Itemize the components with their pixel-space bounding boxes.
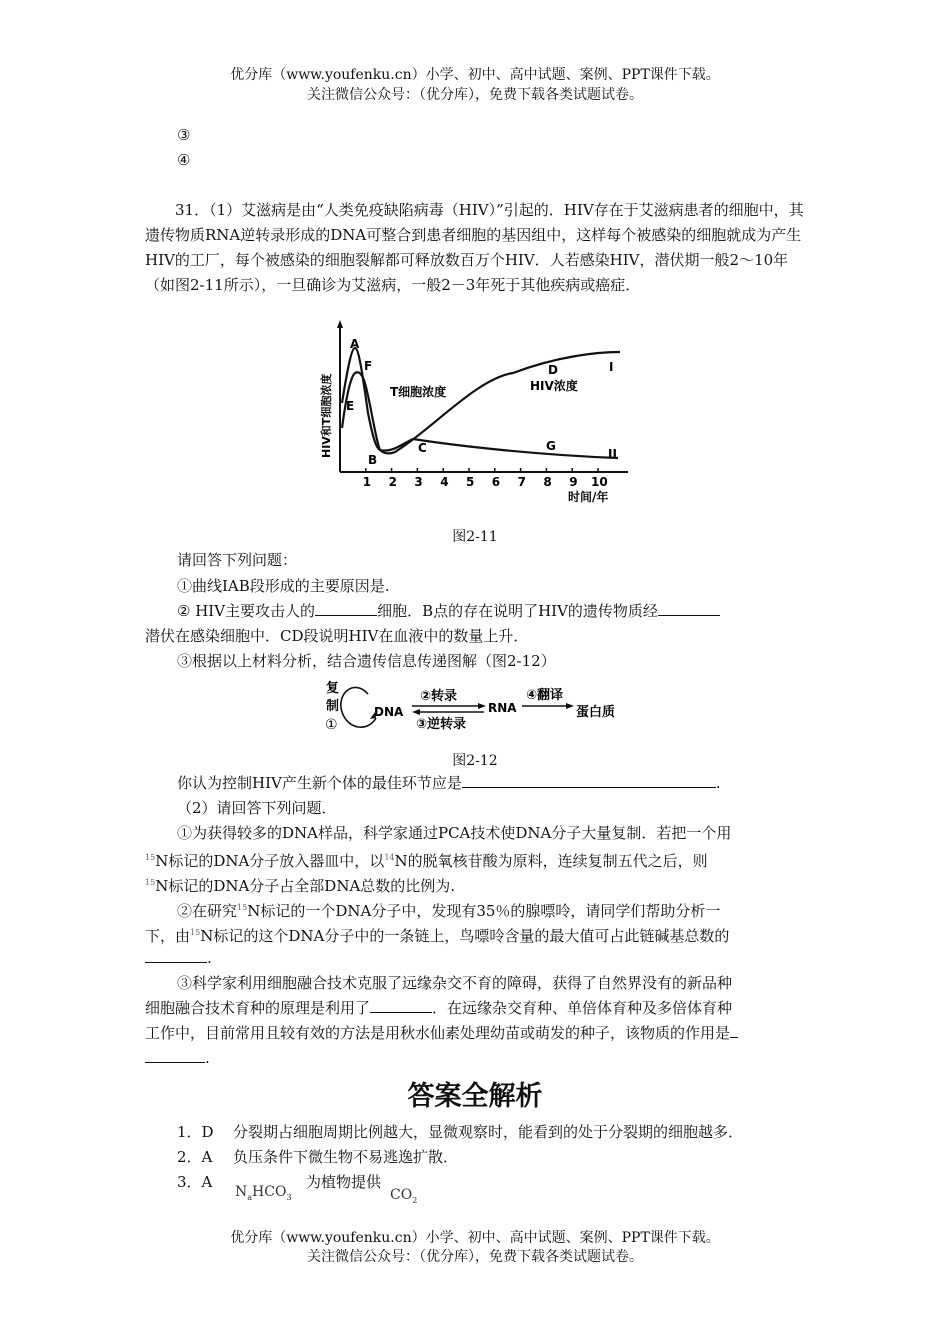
hiv-curve xyxy=(342,352,620,453)
replication-arrow xyxy=(341,687,376,727)
arrowhead-reverse-transcription xyxy=(412,709,420,715)
p2q1-line3: $^{15}$N标记的DNA分子占全部DNA总数的比例为. xyxy=(145,877,456,895)
x-axis-label: 时间/年 xyxy=(568,490,609,504)
answer-1-text: 分裂期占细胞周期比例越大，显微观察时，能看到的处于分裂期的细胞越多． xyxy=(233,1123,744,1141)
label-fuzhi-2: 制 xyxy=(326,699,340,714)
point-label-d: D xyxy=(548,363,558,377)
x-tick-label: 9 xyxy=(569,475,578,489)
page-header-line1: 优分库（www.youfenku.cn）小学、初中、高中试题、案例、PPT课件下载。 xyxy=(230,67,720,83)
q31-intro: 31．（1）艾滋病是由“人类免疫缺陷病毒（HIV）”引起的．HIV存在于艾滋病患者的细胞中，其遗传物质RNA逆转录形成的DNA可整合到患者细胞的基因组中，这样每个被感染的细胞就成为产生HIV的工厂，每个被感染的细胞裂解都可释放数百万个HIV．人若感染HIV，潜伏期一般2～10年（如图2-11所示），一旦确诊为艾滋病，一般2－3年死于其他疾病或癌症． xyxy=(145,201,804,294)
label-reverse-transcription: ③逆转录 xyxy=(416,717,467,732)
p2q1-line2: $^{15}$N标记的DNA分子放入器皿中，以$^{14}$N的脱氧核苷酸为原料，连续复制五代之后，则 xyxy=(145,852,708,870)
answer-blank xyxy=(730,1022,738,1038)
series-label-t-cell: T细胞浓度 xyxy=(390,385,447,399)
label-translation: ④翻译 xyxy=(526,688,564,703)
p2q3-line3: 工作中，目前常用且较有效的方法是用秋水仙素处理幼苗或萌发的种子，该物质的作用是 xyxy=(145,1022,738,1044)
page-footer-line1: 优分库（www.youfenku.cn）小学、初中、高中试题、案例、PPT课件下载。 xyxy=(230,1230,720,1246)
x-tick-label: 8 xyxy=(543,475,552,489)
series-label-hiv: HIV浓度 xyxy=(530,379,578,393)
arrowhead-transcription xyxy=(478,703,486,709)
answer-blank xyxy=(145,1047,205,1063)
point-label-i: I xyxy=(609,360,614,374)
x-tick-label: 6 xyxy=(491,475,501,489)
p2q2-line1: ②在研究$^{15}$N标记的一个DNA分子中，发现有35％的腺嘌呤，请同学们帮助分析一 xyxy=(177,902,721,920)
answer-2-number: 2．A xyxy=(177,1148,213,1166)
q31-part2: （2）请回答下列问题． xyxy=(177,799,337,817)
x-tick-label: 4 xyxy=(440,475,449,489)
answer-blank xyxy=(658,600,720,616)
point-label-f: F xyxy=(364,359,373,373)
answer-1-number: 1．D xyxy=(177,1123,214,1141)
page-footer-line2: 关注微信公众号：（优分库），免费下载各类试题试卷。 xyxy=(307,1249,643,1265)
x-tick-label: 10 xyxy=(591,475,608,489)
answer-3-number: 3．A xyxy=(177,1173,213,1191)
p2q2-line3: . xyxy=(145,947,212,969)
y-axis-label: HIV和T细胞浓度 xyxy=(320,373,333,458)
q31-q3: ③根据以上材料分析，结合遗传信息传递图解（图2-12） xyxy=(177,652,556,670)
arrowhead-translation xyxy=(566,703,574,709)
answer-blank xyxy=(370,997,432,1013)
label-dna: DNA xyxy=(374,705,404,719)
label-rna: RNA xyxy=(488,701,517,715)
point-label-g: G xyxy=(546,439,556,453)
x-tick-label: 2 xyxy=(388,475,397,489)
p2q3-line1: ③科学家利用细胞融合技术克服了远缘杂交不育的障碍，获得了自然界没有的新品种 xyxy=(177,974,733,992)
answers-title: 答案全解析 xyxy=(407,1081,543,1112)
point-label-a: A xyxy=(350,337,360,351)
answer-2-text: 负压条件下微生物不易逃逸扩散． xyxy=(233,1148,459,1166)
answer-blank xyxy=(315,600,377,616)
q31-q3b: 你认为控制HIV产生新个体的最佳环节应是 . xyxy=(177,774,721,792)
figure-2-11-chart xyxy=(318,318,638,508)
list-item: ③ xyxy=(177,126,191,144)
label-fuzhi-1: 复 xyxy=(326,681,340,696)
point-label-b: B xyxy=(368,453,378,467)
x-tick-label: 7 xyxy=(517,475,526,489)
answer-3-text: 为植物提供 xyxy=(306,1173,382,1191)
x-tick-label: 1 xyxy=(362,475,372,489)
t-cell-curve xyxy=(342,348,618,458)
label-protein: 蛋白质 xyxy=(576,705,616,720)
list-item: ④ xyxy=(177,151,191,169)
label-transcription: ②转录 xyxy=(420,689,458,704)
q31-q1: ①曲线IAB段形成的主要原因是. xyxy=(177,577,390,595)
answer-3-formula-nahco3: $N_aHCO_3$ xyxy=(235,1184,292,1202)
p2q3-line2: 细胞融合技术育种的原理是利用了 ．在远缘杂交育种、单倍体育种及多倍体育种 xyxy=(145,999,733,1017)
point-label-c: C xyxy=(418,441,427,455)
point-label-ii: II xyxy=(608,447,617,461)
point-label-e: E xyxy=(346,399,355,413)
figure-2-12-caption: 图2-12 xyxy=(452,753,498,769)
y-axis-arrow xyxy=(337,320,343,328)
figure-2-12-diagram xyxy=(318,672,638,742)
p2q1-line1: ①为获得较多的DNA样品，科学家通过PCA技术使DNA分子大量复制．若把一个用 xyxy=(177,824,732,842)
x-tick-label: 5 xyxy=(466,475,475,489)
figure-2-11-caption: 图2-11 xyxy=(452,529,498,545)
answer-blank xyxy=(145,947,207,963)
q31-prompt: 请回答下列问题： xyxy=(177,551,298,569)
p2q3-line4: . xyxy=(145,1047,210,1069)
x-tick-label: 3 xyxy=(414,475,423,489)
answer-blank xyxy=(462,772,716,788)
page-header-line2: 关注微信公众号：（优分库），免费下载各类试题试卷。 xyxy=(307,87,643,103)
label-step1: ① xyxy=(325,717,338,733)
q31-q2-line2: 潜伏在感染细胞中．CD段说明HIV在血液中的数量上升． xyxy=(145,627,529,645)
q31-q2-line1: ② HIV主要攻击人的 细胞．B点的存在说明了HIV的遗传物质经 xyxy=(177,600,720,622)
answer-3-formula-co2: $CO_2$ xyxy=(390,1187,418,1205)
p2q2-line2: 下，由$^{15}$N标记的这个DNA分子中的一条链上，鸟嘌呤含量的最大值可占此链碱基总数的 xyxy=(145,927,730,945)
